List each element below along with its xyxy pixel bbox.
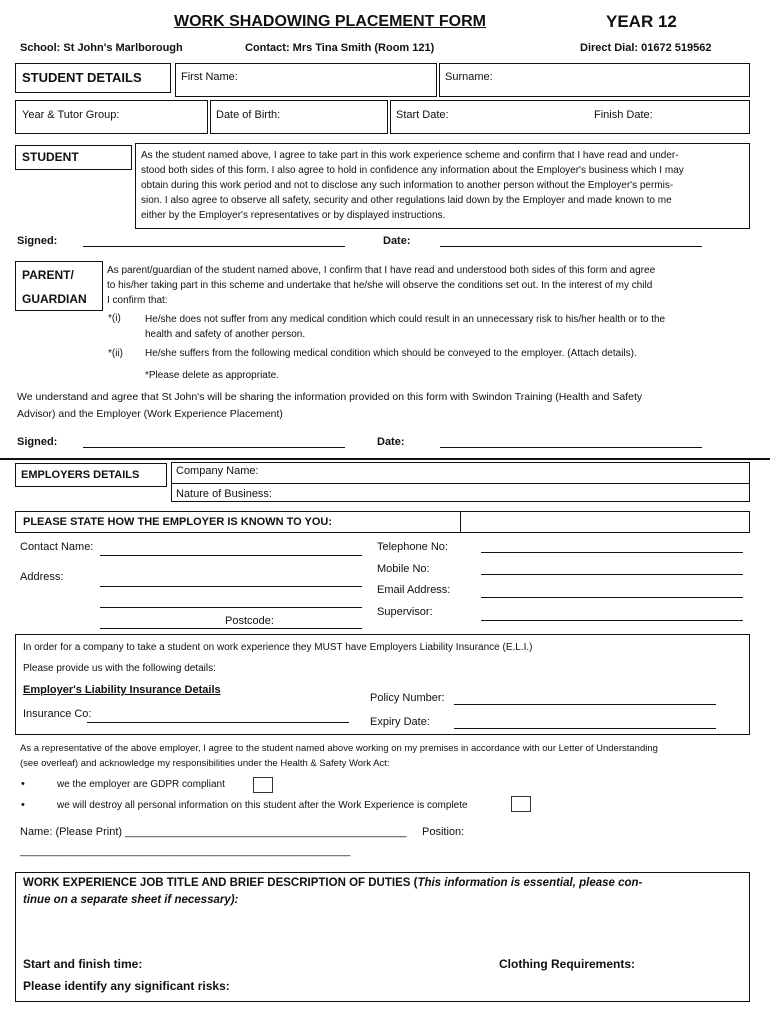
address-line-1[interactable] xyxy=(100,586,362,587)
parent-signed-label: Signed: xyxy=(17,436,58,448)
finish-date-label: Finish Date: xyxy=(594,109,653,121)
insurance-instruction: Please provide us with the following details: xyxy=(23,663,216,674)
insurance-heading: Employer's Liability Insurance Details xyxy=(23,684,221,696)
name-print-label[interactable]: Name: (Please Print) ______________________________________________ xyxy=(20,826,407,838)
employers-heading: EMPLOYERS DETAILS xyxy=(21,469,140,481)
option-2-text: He/she suffers from the following medical condition which should be conveyed to the employer. (Attach details). xyxy=(145,348,637,359)
first-name-field[interactable] xyxy=(175,63,437,97)
mobile-label: Mobile No: xyxy=(377,563,430,575)
position-label: Position: xyxy=(422,826,465,838)
email-line[interactable] xyxy=(481,597,743,598)
postcode-line[interactable] xyxy=(100,628,362,629)
student-date-label: Date: xyxy=(383,235,411,247)
company-box[interactable] xyxy=(171,462,750,502)
policy-number-label: Policy Number: xyxy=(370,692,445,704)
parent-date-line[interactable] xyxy=(440,447,702,448)
company-name-label: Company Name: xyxy=(176,465,259,477)
start-finish-label: Start and finish time: xyxy=(23,957,143,971)
start-date-label: Start Date: xyxy=(396,109,449,121)
job-heading-line-1: WORK EXPERIENCE JOB TITLE AND BRIEF DESCRIPTION OF DUTIES (This information is essential, please con- xyxy=(23,877,643,889)
known-box[interactable] xyxy=(15,511,750,533)
student-heading-box xyxy=(15,145,132,170)
bullet-1: • xyxy=(21,778,25,790)
student-details-heading-box xyxy=(15,63,171,93)
year-tutor-field[interactable] xyxy=(15,100,208,134)
school-name: School: St John's Marlborough xyxy=(20,42,183,54)
parent-signature-line[interactable] xyxy=(83,447,345,448)
insurance-requirement: In order for a company to take a student on work experience they MUST have Employers Liability Insurance (E.L.I.) xyxy=(23,642,533,653)
surname-label: Surname: xyxy=(445,71,493,83)
nature-business-label: Nature of Business: xyxy=(176,488,272,500)
option-1-text: He/she does not suffer from any medical condition which could result in an unnecessary risk to his/her health or to the health and safety of another person. xyxy=(145,314,666,340)
insurance-co-line[interactable] xyxy=(87,722,349,723)
student-heading: STUDENT xyxy=(22,150,79,164)
delete-note: *Please delete as appropriate. xyxy=(145,370,279,381)
surname-field[interactable] xyxy=(439,63,750,97)
gdpr-checkbox[interactable] xyxy=(253,777,273,793)
sharing-statement: We understand and agree that St John's will be sharing the information provided on this form with Swindon Training (Health and Safety Advisor) and the Employer (Work Experience Placement) xyxy=(17,391,643,420)
employer-declaration: As a representative of the above employer, I agree to the student named above working on my premises in accordance with our Letter of Understanding (see overleaf) and acknowledge my responsibilities under the Health & Safety Work Act: xyxy=(20,743,658,769)
gdpr-statement: we the employer are GDPR compliant xyxy=(57,779,225,790)
option-1-marker[interactable]: *(i) xyxy=(108,313,121,324)
contact-name-line[interactable] xyxy=(100,555,362,556)
telephone-line[interactable] xyxy=(481,552,743,553)
dob-label: Date of Birth: xyxy=(216,109,281,121)
guardian-heading: GUARDIAN xyxy=(22,292,87,306)
destroy-data-checkbox[interactable] xyxy=(511,796,531,812)
supervisor-label: Supervisor: xyxy=(377,606,433,618)
telephone-label: Telephone No: xyxy=(377,541,448,553)
clothing-label: Clothing Requirements: xyxy=(499,957,636,971)
name-second-line[interactable]: ______________________________________________________ xyxy=(20,845,351,857)
first-name-label: First Name: xyxy=(181,71,238,83)
year-tutor-label: Year & Tutor Group: xyxy=(22,109,120,121)
insurance-box xyxy=(15,634,750,735)
mobile-line[interactable] xyxy=(481,574,743,575)
insurance-co-label: Insurance Co: xyxy=(23,708,92,720)
direct-dial: Direct Dial: 01672 519562 xyxy=(580,42,712,54)
bullet-2: • xyxy=(21,799,25,811)
student-agreement-text: As the student named above, I agree to take part in this work experience scheme and confirm that I have read and under- stood both sides of this form. I also agree to hold in confidence any information about the Employer's business which I may obtain during this work period and not to disclose any such information to another person without the Employer's permis- sion. I also agree to observe all safety, security and other regulations laid down by the Employer and made known to me either by the Employer's representatives or by displayed instructions. xyxy=(141,150,684,221)
parent-statement: As parent/guardian of the student named above, I confirm that I have read and understood both sides of this form and agree to his/her taking part in this scheme and undertake that he/she will observe the conditions set out. In the interest of my child I confirm that: xyxy=(107,265,656,306)
student-signature-line[interactable] xyxy=(83,246,345,247)
year-label: YEAR 12 xyxy=(606,12,677,31)
known-box-divider xyxy=(460,512,461,532)
expiry-date-label: Expiry Date: xyxy=(370,716,430,728)
employers-heading-box xyxy=(15,463,167,487)
student-date-line[interactable] xyxy=(440,246,702,247)
address-label: Address: xyxy=(20,571,64,583)
contact-name-label: Contact Name: xyxy=(20,541,94,553)
job-description-box[interactable] xyxy=(15,872,750,1002)
email-label: Email Address: xyxy=(377,584,451,596)
student-agreement-box xyxy=(135,143,750,229)
risks-label: Please identify any significant risks: xyxy=(23,979,230,993)
form-title: WORK SHADOWING PLACEMENT FORM xyxy=(174,13,486,30)
dates-field[interactable] xyxy=(390,100,750,134)
parent-heading: PARENT/ xyxy=(22,268,74,282)
address-line-2[interactable] xyxy=(100,607,362,608)
dob-field[interactable] xyxy=(210,100,388,134)
option-2-marker[interactable]: *(ii) xyxy=(108,348,123,359)
supervisor-line[interactable] xyxy=(481,620,743,621)
policy-number-line[interactable] xyxy=(454,704,716,705)
parent-date-label: Date: xyxy=(377,436,405,448)
expiry-date-line[interactable] xyxy=(454,728,716,729)
student-details-heading: STUDENT DETAILS xyxy=(22,70,142,85)
job-heading-line-2: tinue on a separate sheet if necessary): xyxy=(23,894,239,906)
contact-name: Contact: Mrs Tina Smith (Room 121) xyxy=(245,42,435,54)
company-box-divider xyxy=(172,483,749,484)
postcode-label: Postcode: xyxy=(225,615,274,627)
section-divider xyxy=(0,458,770,460)
student-signed-label: Signed: xyxy=(17,235,58,247)
known-heading: PLEASE STATE HOW THE EMPLOYER IS KNOWN TO YOU: xyxy=(23,516,333,528)
parent-heading-box xyxy=(15,261,103,311)
destroy-data-statement: we will destroy all personal information on this student after the Work Experience is complete xyxy=(57,800,468,811)
